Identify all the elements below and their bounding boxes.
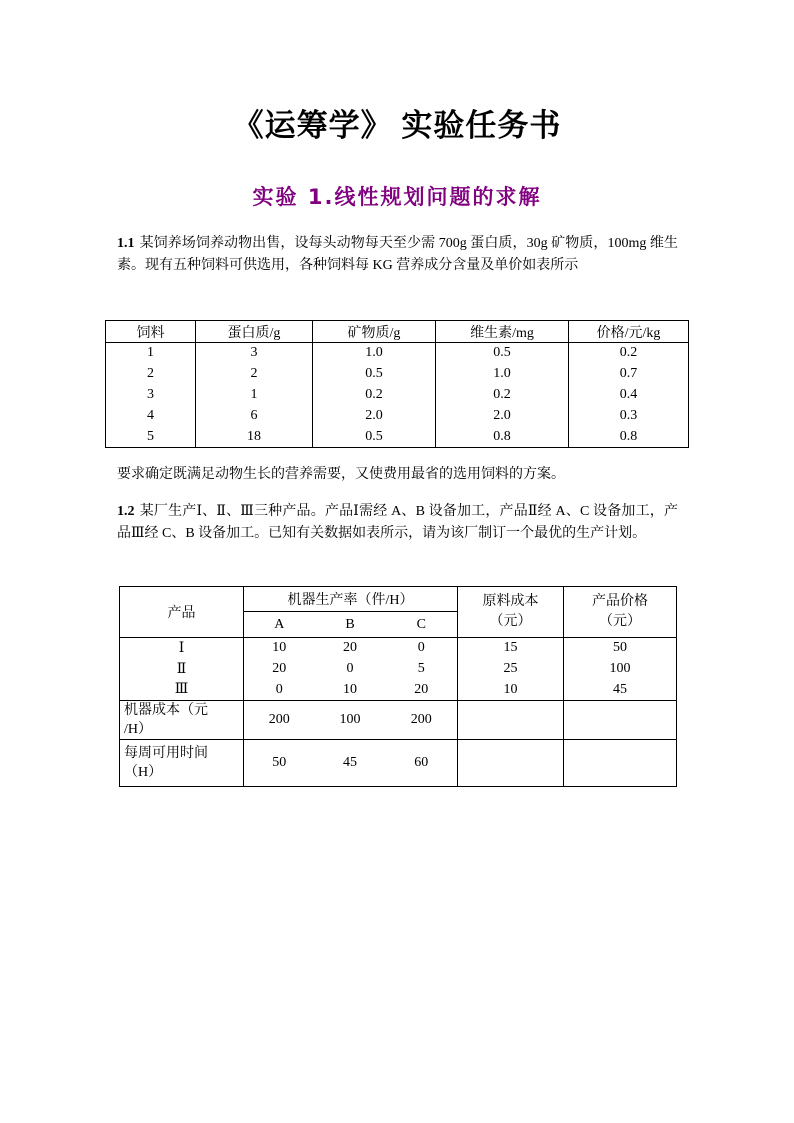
cell: 3 [147,387,154,402]
feed-table-header: 蛋白质/g [196,321,313,343]
product-price-header-line2: （元） [599,614,642,629]
cell: 50 [564,638,677,659]
production-table [119,586,677,787]
weekly-time-label-line2: （H） [124,765,163,780]
empty-cell [564,701,677,740]
cell: 1.0 [313,343,436,364]
feed-nutrition-table [105,320,689,448]
material-cost-header [458,587,564,638]
cell: 0.8 [569,427,689,448]
machine-cost-label-line2: /H） [124,722,152,737]
product-name: Ⅰ [178,640,185,656]
problem-1-1-paragraph [117,233,678,276]
cell: 0 [417,640,425,656]
cell: 60 [386,740,458,787]
problem-1-2-text: 某厂生产Ⅰ、Ⅱ、Ⅲ三种产品。产品Ⅰ需经 A、B 设备加工，产品Ⅱ经 A、C 设备加工，产品Ⅲ经 C、B 设备加工。已知有关数据如表所示，请为该厂制订一个最优的生产计划。 [117,504,678,541]
material-cost-header-line1: 原料成本 [482,594,539,609]
machine-cost-label-line1: 机器成本（元 [124,703,208,718]
cell: 2 [147,366,154,381]
problem-1-2-paragraph [117,501,678,544]
cell: 25 [458,659,564,680]
cell: 0.5 [313,427,436,448]
table-row [106,406,689,427]
section-heading: 实验 1.线性规划问题的求解 [252,185,542,209]
table-row [120,680,677,701]
cell: 0.5 [313,364,436,385]
cell: 200 [386,701,458,740]
product-column-header: 产品 [120,587,244,638]
empty-cell [458,740,564,787]
problem-1-1-text: 某饲养场饲养动物出售，设每头动物每天至少需 700g 蛋白质，30g 矿物质，100mg 维生素。现有五种饲料可供选用，各种饲料每 KG 营养成分含量及单价如表所示 [117,236,678,273]
cell: 0.5 [436,343,569,364]
cell: 2.0 [436,406,569,427]
cell: 20 [414,681,429,697]
cell: 2 [196,364,313,385]
table-row [120,638,677,659]
cell: 1.0 [436,364,569,385]
cell: 5 [417,661,425,676]
cell: 20 [244,659,315,680]
feed-table-header: 维生素/mg [436,321,569,343]
cell: 18 [196,427,313,448]
cell: 0.2 [569,343,689,364]
cell: 1 [196,385,313,406]
problem-1-2-number: 1.2 [117,504,135,519]
cell: 10 [343,681,357,697]
machine-cost-label [120,701,244,740]
cell: 0.8 [436,427,569,448]
cell: 100 [315,701,386,740]
cell: 0.4 [569,385,689,406]
product-price-header [564,587,677,638]
cell: 10 [244,638,315,659]
table-row [120,659,677,680]
machine-a-header: A [244,612,315,638]
cell: 200 [244,701,315,740]
cell: 15 [458,638,564,659]
weekly-time-row [120,740,677,787]
requirement-note: 要求确定既满足动物生长的营养需要，又使费用最省的选用饲料的方案。 [117,467,565,482]
feed-table-header: 矿物质/g [313,321,436,343]
cell: 100 [564,659,677,680]
cell: 20 [343,640,357,656]
product-name: Ⅲ [174,682,189,698]
empty-cell [458,701,564,740]
product-price-header-line1: 产品价格 [592,594,649,609]
cell: 45 [315,740,386,787]
machine-c-header: C [386,612,458,638]
weekly-time-label-line1: 每周可用时间 [124,746,208,761]
product-name: Ⅱ [176,661,187,677]
cell: 0 [346,661,354,676]
problem-1-1-number: 1.1 [117,236,135,251]
weekly-time-label [120,740,244,787]
cell: 4 [147,408,154,423]
feed-table-header-row [106,321,689,343]
machine-b-header: B [315,612,386,638]
page-title: 《运筹学》 实验任务书 [232,108,562,143]
cell: 2.0 [313,406,436,427]
cell: 0.7 [569,364,689,385]
machine-cost-row [120,701,677,740]
empty-cell [564,740,677,787]
cell: 3 [196,343,313,364]
cell: 0 [244,680,315,701]
cell: 0.3 [569,406,689,427]
cell: 5 [147,428,154,444]
table-row [106,385,689,406]
cell: 0.2 [436,385,569,406]
table-row [106,343,689,364]
cell: 1 [147,345,154,361]
feed-table-header: 价格/元/kg [569,321,689,343]
machine-rate-header: 机器生产率（件/H） [244,587,458,612]
cell: 6 [196,406,313,427]
cell: 50 [244,740,315,787]
feed-table-header: 饲料 [106,321,196,343]
production-header-row-1 [120,587,677,612]
cell: 0.2 [313,385,436,406]
cell: 45 [564,680,677,701]
cell: 10 [458,680,564,701]
table-row [106,364,689,385]
material-cost-header-line2: （元） [489,614,532,629]
table-row [106,427,689,448]
